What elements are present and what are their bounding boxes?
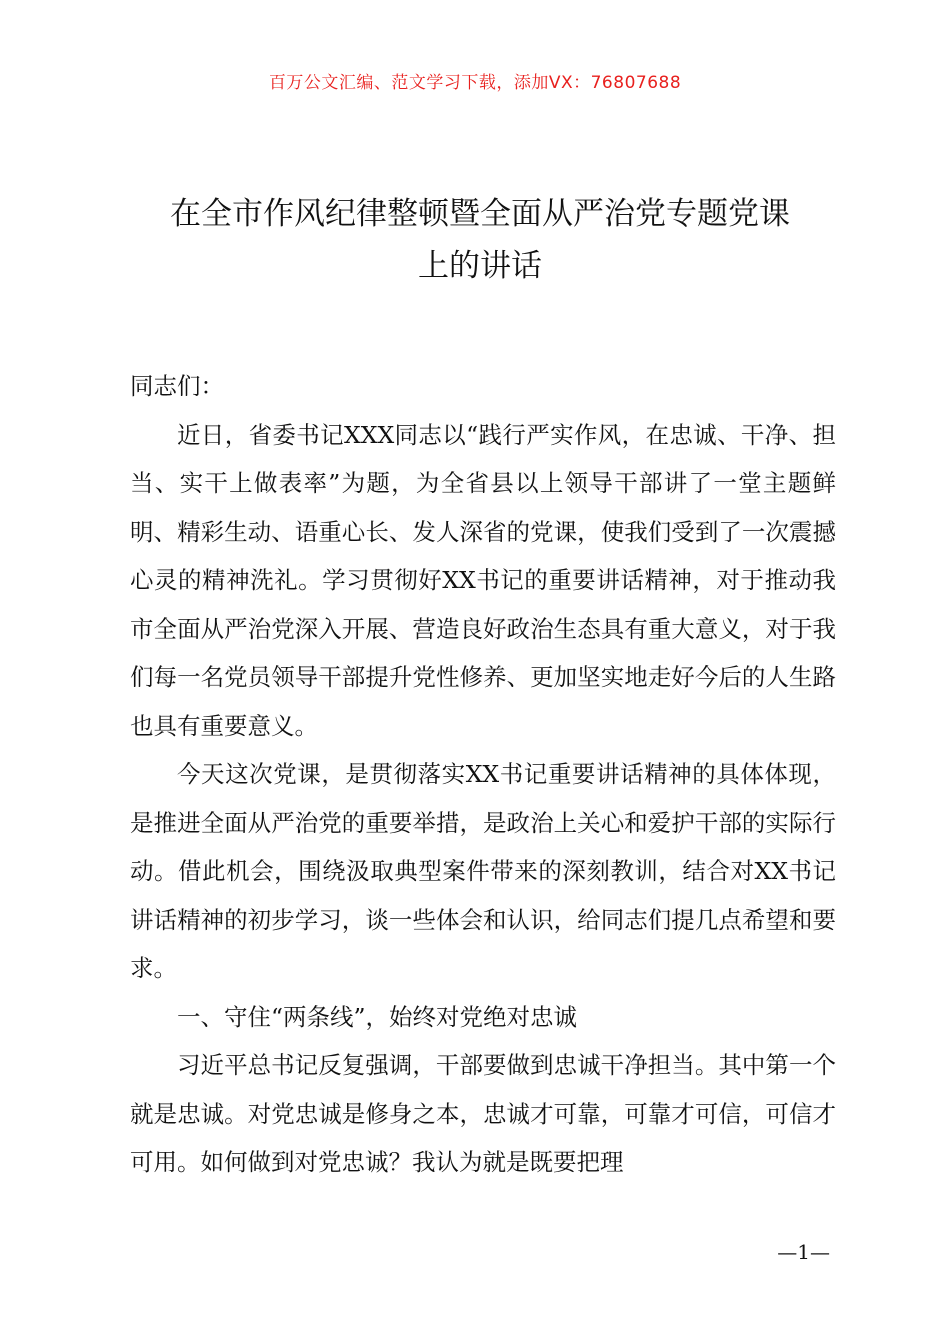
header-banner [0, 68, 950, 93]
document-body [130, 362, 836, 1187]
section-heading-1: 一、守住“两条线”，始终对党绝对忠诚 [177, 1002, 578, 1031]
paragraph-2: 今天这次党课，是贯彻落实XX书记重要讲话精神的具体体现，是推进全面从严治党的重要举措，是政治上关心和爱护干部的实际行动。借此机会，围绕汲取典型案件带来的深刻教训，结合对XX书记讲话精神的初步学习，谈一些体会和认识，给同志们提几点希望和要求。 [130, 760, 836, 982]
page-number: —1— [777, 1240, 830, 1264]
salutation: 同志们： [130, 372, 224, 400]
document-title-line-1: 在全市作风纪律整顿暨全面从严治党专题党课 [170, 196, 790, 232]
paragraph-1: 近日，省委书记XXX同志以“践行严实作风，在忠诚、干净、担当、实干上做表率”为题，为全省县以上领导干部讲了一堂主题鲜明、精彩生动、语重心长、发人深省的党课，使我们受到了一次震撼心灵的精神洗礼。学习贯彻好XX书记的重要讲话精神，对于推动我市全面从严治党深入开展、营造良好政治生态具有重大意义，对于我们每一名党员领导干部提升党性修养、更加坚实地走好今后的人生路也具有重要意义。 [130, 420, 836, 740]
document-title-line-2: 上的讲话 [418, 248, 542, 284]
document-title [100, 188, 860, 292]
header-banner-text: 百万公文汇编、范文学习下载，添加VX：76807688 [268, 73, 682, 93]
paragraph-3: 习近平总书记反复强调，干部要做到忠诚干净担当。其中第一个就是忠诚。对党忠诚是修身之本，忠诚才可靠，可靠才可信，可信才可用。如何做到对党忠诚？我认为就是既要把理 [130, 1051, 836, 1176]
